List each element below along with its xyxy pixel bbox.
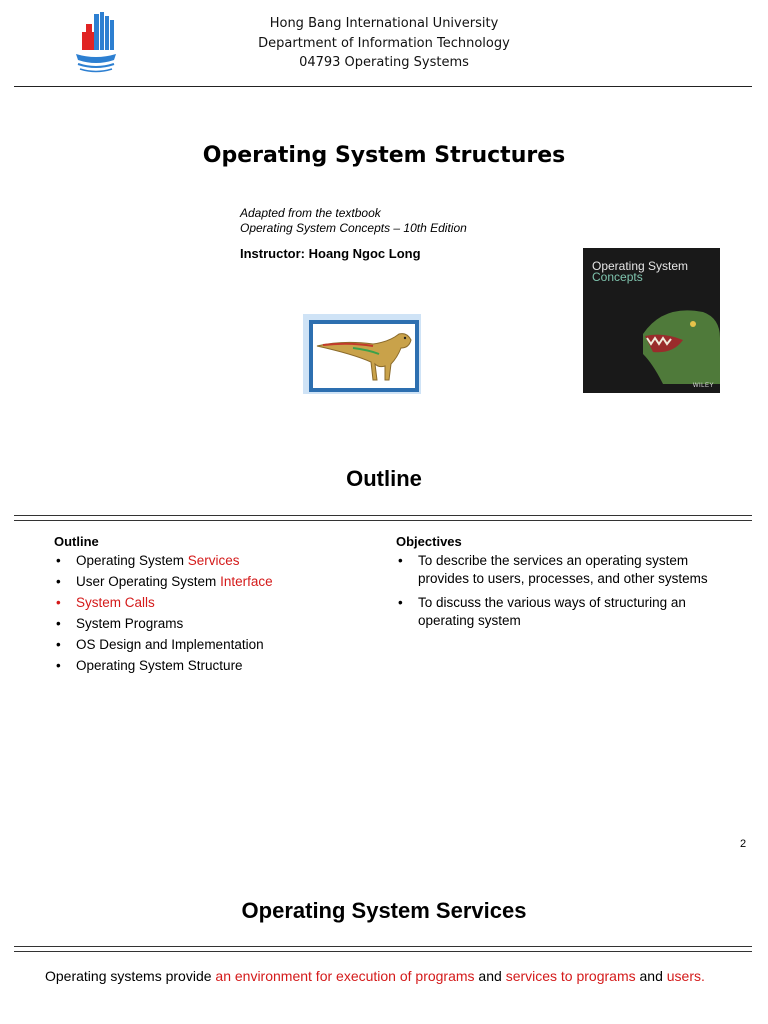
dinosaur-icon [313, 324, 415, 388]
slide2-title: Outline [346, 466, 422, 491]
dinosaur-image [303, 314, 421, 394]
outline-item: • Operating System Structure [56, 658, 243, 673]
slide3-divider [14, 946, 752, 952]
slide2-divider [14, 515, 752, 521]
slide3-intro: Operating systems provide an environment for execution of programs and services to programs and users. [45, 968, 705, 984]
slide3-title: Operating System Services [241, 898, 527, 923]
adapted-line-2: Operating System Concepts – 10th Edition [240, 221, 467, 235]
book-title-line1: Operating System [592, 259, 689, 273]
outline-item: • User Operating System Interface [56, 574, 273, 589]
objectives-heading: Objectives [396, 534, 462, 549]
trex-head-icon [623, 294, 720, 384]
outline-item: • System Calls [56, 595, 155, 610]
objectives-column [396, 534, 736, 633]
instructor-name: Instructor: Hoang Ngoc Long [240, 246, 421, 261]
outline-item: • System Programs [56, 616, 184, 631]
outline-list [54, 552, 374, 675]
book-publisher: WILEY [692, 383, 714, 389]
outline-item: • Operating System Services [56, 553, 240, 568]
adapted-line-1: Adapted from the textbook [240, 206, 381, 220]
objectives-list [396, 552, 736, 630]
outline-heading: Outline [54, 534, 99, 549]
objective-item: • To describe the services an operating system provides to users, processes, and other systems [398, 553, 708, 586]
page-number: 2 [740, 838, 747, 850]
outline-item: • OS Design and Implementation [56, 637, 264, 652]
objective-item: • To discuss the various ways of structuring an operating system [398, 595, 686, 628]
outline-column [54, 534, 374, 678]
slide1-title: Operating System Structures [202, 143, 566, 168]
header-course: 04793 Operating Systems [299, 55, 469, 70]
header-university: Hong Bang International University [269, 16, 499, 31]
dinosaur-frame [309, 320, 419, 392]
header-department: Department of Information Technology [258, 36, 510, 51]
textbook-cover [583, 248, 720, 393]
header-divider [14, 86, 752, 87]
book-title-line2: Concepts [592, 270, 643, 284]
